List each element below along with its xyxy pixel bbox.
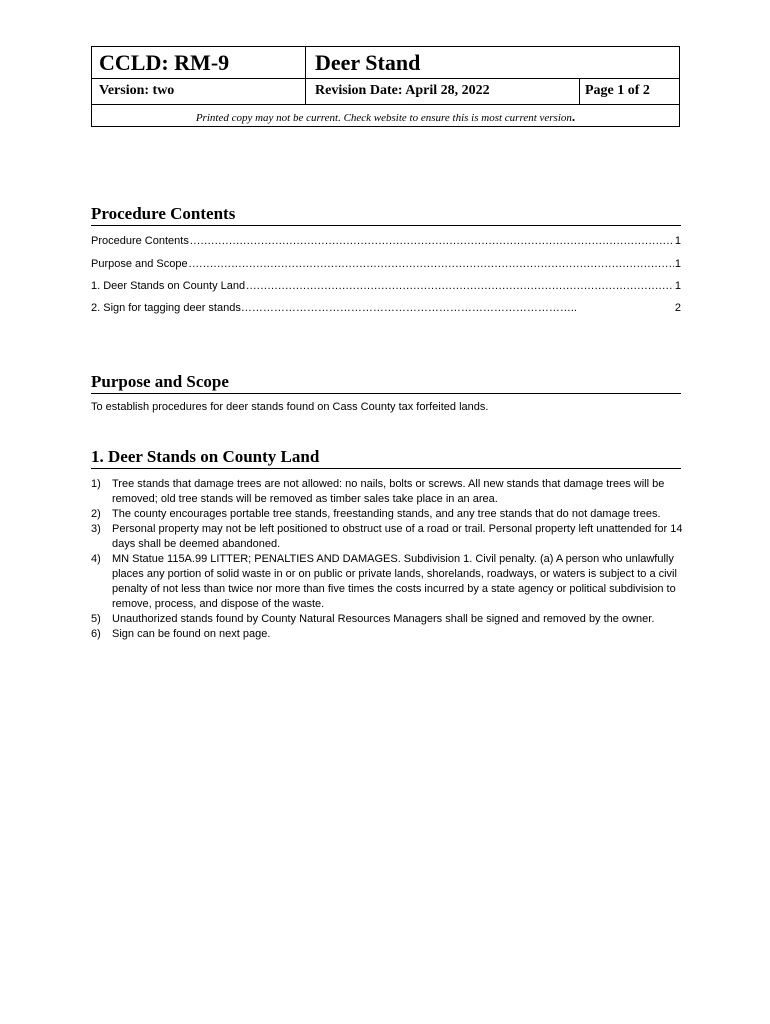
toc-leader-dots [246,280,674,292]
section1-heading: 1. Deer Stands on County Land [91,447,320,466]
header-divider [579,79,580,105]
revision-date: Revision Date: April 28, 2022 [315,83,490,98]
toc-entry-page: 1 [674,235,681,247]
toc-entry-page: 1 [674,280,681,292]
list-item-number: 1) [91,478,101,490]
list-item [91,522,683,552]
list-item-text: The county encourages portable tree stands, freestanding stands, and any tree stands that do not damage trees. [112,508,661,520]
printed-copy-notice-text: Printed copy may not be current. Check website to ensure this is most current version [195,112,572,124]
version-label: Version: two [99,83,175,98]
purpose-heading: Purpose and Scope [91,372,229,391]
list-item-text: Sign can be found on next page. [112,628,271,640]
header-divider [92,78,679,79]
list-item [91,477,683,507]
list-item-text: Personal property may not be left positioned to obstruct use of a road or trail. Personal property left unattended for 14 days shall be deemed abandoned. [112,523,683,550]
document-header-table [91,46,680,127]
list-item [91,507,683,522]
toc-entry-label: Purpose and Scope [91,258,188,270]
list-item-number: 5) [91,613,101,625]
section1-heading-rule [91,468,681,469]
printed-copy-notice-end: . [571,109,576,124]
toc-entry-label: 2. Sign for tagging deer stands……………………………………………………………………………….. [91,302,577,314]
document-title: Deer Stand [315,50,421,75]
list-item-text: Tree stands that damage trees are not allowed: no nails, bolts or screws. All new stands that damage trees will be removed; old tree stands will be removed as timber sales take place in an area. [112,478,665,505]
page-number: Page 1 of 2 [585,83,650,98]
purpose-heading-rule [91,393,681,394]
document-id: CCLD: RM-9 [99,50,230,75]
list-item-number: 2) [91,508,101,520]
header-divider [92,104,679,105]
toc-heading: Procedure Contents [91,204,236,223]
toc-leader-dots [189,258,674,270]
printed-copy-notice [92,109,679,125]
toc-entry[interactable] [91,302,681,314]
list-item-text: MN Statue 115A.99 LITTER; PENALTIES AND DAMAGES. Subdivision 1. Civil penalty. (a) A person who unlawfully places any portion of solid waste in or on public or private lands, shorelands, roadways, or waters is subject to a civil penalty of not less than twice nor more than five times the costs incurred by a state agency or political subdivision to remove, process, and dispose of the waste. [112,553,677,610]
toc-leader-dots [190,235,674,247]
list-item-number: 4) [91,553,101,565]
toc-heading-rule [91,225,681,226]
header-divider [305,47,306,105]
list-item [91,627,683,642]
toc-entry[interactable] [91,280,681,292]
list-item-number: 3) [91,523,101,535]
list-item-number: 6) [91,628,101,640]
toc-entry[interactable] [91,235,681,247]
list-item [91,612,683,627]
toc-entry-page: 1 [674,258,681,270]
toc-entry-label: Procedure Contents [91,235,189,247]
toc-entry-page: 2 [674,302,681,314]
list-item-text: Unauthorized stands found by County Natural Resources Managers shall be signed and removed by the owner. [112,613,655,625]
toc-entry[interactable] [91,258,681,270]
section1-list [91,477,683,642]
toc-entry-label: 1. Deer Stands on County Land [91,280,246,292]
list-item [91,552,683,612]
purpose-text: To establish procedures for deer stands found on Cass County tax forfeited lands. [91,401,489,413]
